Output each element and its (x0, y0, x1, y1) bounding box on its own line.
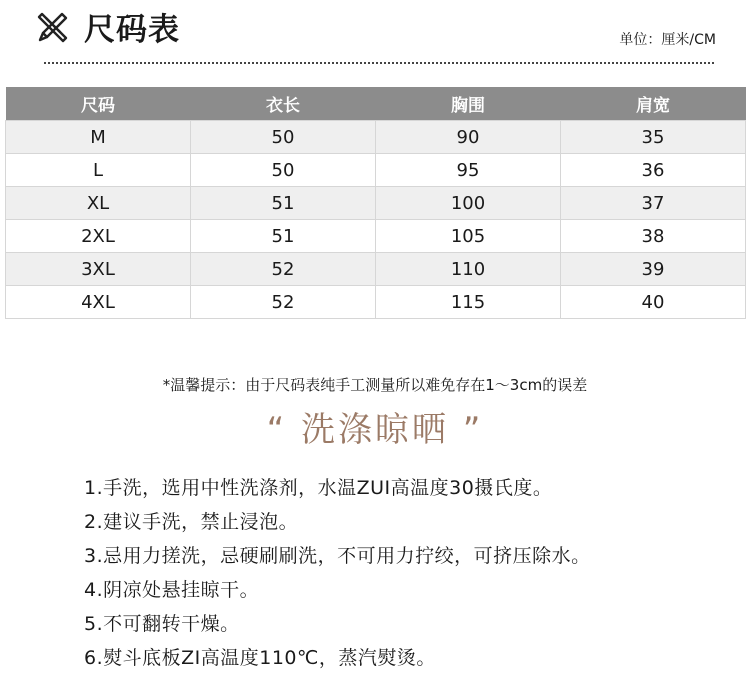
table-cell: 51 (191, 220, 376, 253)
header (0, 0, 750, 70)
table-cell: 40 (561, 286, 746, 319)
table-cell: 3XL (6, 253, 191, 286)
table-header-row (6, 87, 746, 121)
table-cell: L (6, 154, 191, 187)
table-cell: 4XL (6, 286, 191, 319)
table-row (6, 253, 746, 286)
measurement-tip: *温馨提示：由于尺码表纯手工测量所以难免存在1～3cm的误差 (162, 376, 588, 394)
table-cell: 105 (376, 220, 561, 253)
care-instructions-list (84, 471, 591, 675)
table-cell: 37 (561, 187, 746, 220)
list-item: 1.手洗，选用中性洗涤剂，水温ZUI高温度30摄氏度。 (84, 477, 553, 499)
table-row (6, 187, 746, 220)
table-cell: 39 (561, 253, 746, 286)
list-item: 4.阴凉处悬挂晾干。 (84, 579, 260, 601)
table-row (6, 286, 746, 319)
table-cell: 38 (561, 220, 746, 253)
table-cell: XL (6, 187, 191, 220)
table-row (6, 121, 746, 154)
column-header-chest: 胸围 (376, 87, 561, 121)
table-cell: M (6, 121, 191, 154)
table-cell: 115 (376, 286, 561, 319)
page-title: 尺码表 (84, 12, 180, 48)
size-table (5, 87, 746, 319)
table-cell: 51 (191, 187, 376, 220)
table-row (6, 154, 746, 187)
table-row (6, 220, 746, 253)
list-item: 6.熨斗底板ZI高温度110℃，蒸汽熨烫。 (84, 647, 436, 669)
column-header-shoulder: 肩宽 (561, 87, 746, 121)
care-section-title: “ 洗涤晾晒 ” (266, 410, 484, 450)
table-cell: 2XL (6, 220, 191, 253)
table-cell: 35 (561, 121, 746, 154)
table-cell: 110 (376, 253, 561, 286)
table-cell: 90 (376, 121, 561, 154)
list-item: 2.建议手洗，禁止浸泡。 (84, 511, 299, 533)
column-header-length: 衣长 (191, 87, 376, 121)
table-cell: 50 (191, 154, 376, 187)
list-item: 5.不可翻转干燥。 (84, 613, 240, 635)
unit-label: 单位：厘米/CM (619, 32, 716, 48)
table-cell: 100 (376, 187, 561, 220)
list-item: 3.忌用力搓洗，忌硬刷刷洗，不可用力拧绞，可挤压除水。 (84, 545, 591, 567)
table-cell: 52 (191, 253, 376, 286)
column-header-size: 尺码 (6, 87, 191, 121)
dotted-divider (44, 62, 714, 64)
table-cell: 50 (191, 121, 376, 154)
ruler-pencil-icon (36, 10, 70, 44)
table-cell: 36 (561, 154, 746, 187)
table-cell: 95 (376, 154, 561, 187)
table-cell: 52 (191, 286, 376, 319)
